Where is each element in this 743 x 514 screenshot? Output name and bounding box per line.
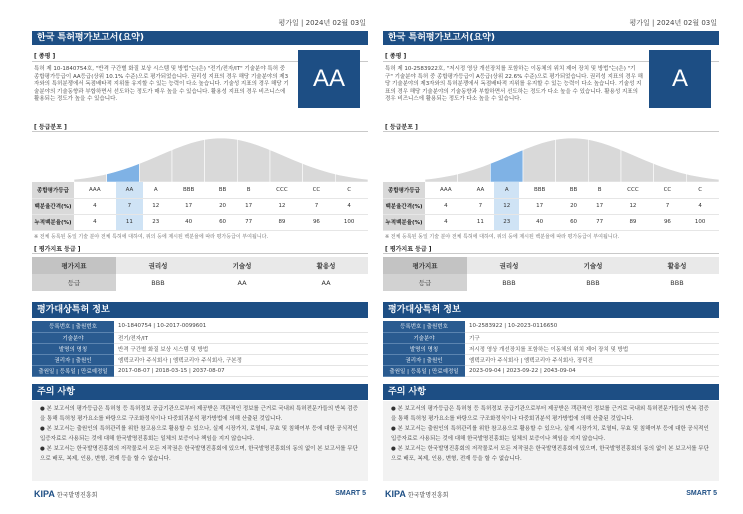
distribution-band — [139, 150, 172, 182]
row-header: 종합평가등급 — [32, 182, 74, 198]
grade-badge: AA — [298, 50, 360, 108]
info-key: 발명의 명칭 — [383, 343, 465, 354]
dist-cell: C — [681, 182, 719, 198]
patent-info-title: 평가대상특허 정보 — [383, 302, 719, 318]
share-row — [32, 198, 368, 214]
dist-cell: 4 — [681, 198, 719, 214]
index-cell: AA — [237, 278, 247, 287]
index-value-row — [383, 274, 719, 291]
dist-cell: 7 — [116, 198, 144, 214]
index-header-row — [383, 257, 719, 274]
info-key: 발명의 명칭 — [32, 343, 114, 354]
dist-cell: 17 — [587, 198, 612, 214]
caution-title: 주의 사항 — [383, 384, 719, 400]
dist-cell: 96 — [303, 214, 331, 230]
info-value: 10-2583922 | 10-2023-0116650 — [465, 321, 719, 332]
dist-cell: BBB — [519, 182, 560, 198]
dist-cell: 96 — [654, 214, 682, 230]
index-cell: AA — [321, 278, 331, 287]
info-value: 2023-09-04 | 2023-09-22 | 2043-09-04 — [465, 365, 719, 376]
info-row — [383, 354, 719, 365]
dist-cell: BB — [209, 182, 236, 198]
info-key: 권리자 | 출원인 — [32, 354, 114, 365]
cumulative-row — [32, 214, 368, 230]
dist-cell: 89 — [261, 214, 302, 230]
index-cell: BBB — [586, 278, 600, 287]
distribution-band — [74, 174, 107, 182]
dist-cell: 4 — [425, 198, 467, 214]
index-cell: 권리성 — [116, 257, 200, 274]
divider — [32, 253, 368, 254]
distribution-curve — [383, 132, 719, 182]
dist-cell: A — [494, 182, 519, 198]
dist-cell: CC — [303, 182, 331, 198]
kipa-logo: KIPA 한국발명진흥회 — [34, 489, 98, 499]
dist-cell: CCC — [612, 182, 653, 198]
info-value: 엠텍코리아 주식회사 | 엠텍코리아 주식회사, 구본정 — [114, 354, 368, 365]
grade-distribution-table — [383, 182, 719, 231]
dist-cell: B — [587, 182, 612, 198]
info-row — [383, 365, 719, 376]
distribution-band — [654, 164, 687, 183]
info-key: 출원일 | 등록일 | 만료예정일 — [32, 365, 114, 376]
index-cell: BBB — [670, 278, 684, 287]
dist-cell: 4 — [74, 198, 116, 214]
distribution-band — [303, 164, 336, 183]
caution-item: ● 본 보고서는 한국발명진흥회의 저작물로서 모든 저작권은 한국발명진흥회에 있으며, 한국발명진흥회의 동의 없이 본 보고서를 무단으로 배포, 복제, 인용, 변형, 전재 등을 할 수 없습니다. — [40, 446, 358, 462]
dist-cell: 11 — [467, 214, 495, 230]
distribution-curve — [32, 132, 368, 182]
info-key: 기술분야 — [32, 332, 114, 343]
distribution-band — [425, 174, 458, 182]
info-key: 권리자 | 출원인 — [383, 354, 465, 365]
distribution-band — [523, 140, 556, 183]
info-row — [32, 321, 368, 332]
dist-cell: AAA — [425, 182, 467, 198]
info-row — [383, 321, 719, 332]
dist-cell: 12 — [612, 198, 653, 214]
dist-cell: CCC — [261, 182, 302, 198]
dist-cell: 40 — [168, 214, 209, 230]
distribution-band — [107, 164, 140, 183]
info-key: 출원일 | 등록일 | 만료예정일 — [383, 365, 465, 376]
dist-cell: AA — [467, 182, 495, 198]
dist-cell: 89 — [612, 214, 653, 230]
distribution-band — [205, 138, 238, 182]
row-header: 백분율간격(%) — [32, 198, 74, 214]
info-key: 등록번호 | 출원번호 — [32, 321, 114, 332]
index-cell: 기술성 — [200, 257, 284, 274]
index-cell: 등급 — [32, 274, 116, 291]
grade-badge: A — [649, 50, 711, 108]
index-grade-label: [ 평가지표 등급 ] — [385, 246, 432, 253]
info-value: 저시정 영상 개선장치를 포함하는 이동체의 위치 제어 장치 및 방법 — [465, 343, 719, 354]
dist-cell: 60 — [209, 214, 236, 230]
grade-distribution-label: [ 등급분포 ] — [385, 124, 418, 131]
dist-cell: BBB — [168, 182, 209, 198]
dist-cell: B — [236, 182, 261, 198]
dist-cell: 17 — [236, 198, 261, 214]
info-key: 등록번호 | 출원번호 — [383, 321, 465, 332]
grade-row — [32, 182, 368, 198]
dist-cell: 4 — [425, 214, 467, 230]
index-cell: 기술성 — [551, 257, 635, 274]
info-key: 기술분야 — [383, 332, 465, 343]
info-row — [32, 365, 368, 376]
smart5-logo: SMART 5 — [335, 490, 366, 497]
summary-text: 특허 제 10-2583922호, "저시정 영상 개선장치를 포함하는 이동체의 위치 제어 장치 및 방법"는(은) "기구" 기술분야 특허 중 종합평가등급이 A등급(상위 22.6% 수준)으로 평가되었습니다. 권리성 지표의 경우 해당 기술분야의 제3자와의 특허분쟁에서 독점배타적 지위를 유지할 수 있는 능력이 다소 높습니다. 기술성 지표의 경우 해당 기술분야의 기술동향과 부합하면서 선도하는 정도가 다소 높을 수 있습니다. 활용성 지표의 경우 비즈니스에 활용되는 정도가 다소 높을 수 있습니다. — [385, 66, 643, 103]
distribution-band — [686, 174, 719, 182]
row-header: 누적백분율(%) — [32, 214, 74, 230]
index-cell: 평가지표 — [32, 257, 116, 274]
info-value: 10-1840754 | 10-2017-0099601 — [114, 321, 368, 332]
summary-text: 특허 제 10-1840754호, "반격 구간별 화질 보상 시스템 및 방법"는(은) "전기/전자/IT" 기술분야 특허 중 종합평가등급이 AA등급(상위 10.1% 수준)으로 평가되었습니다. 권리성 지표의 경우 해당 기술분야의 제3자와의 특허분쟁에서 독점배타적 지위를 유지할 수 있는 능력이 다소 높습니다. 기술성 지표의 경우 해당 기술분야의 기술동향과 부합하면서 선도하는 정도가 매우 높을 수 있습니다. 활용성 지표의 경우 비즈니스에 활용되는 정도가 높을 수 있습니다. — [34, 66, 289, 103]
index-cell: 활용성 — [635, 257, 719, 274]
dist-cell: 12 — [261, 198, 302, 214]
dist-cell: 20 — [209, 198, 236, 214]
evaluation-date: 평가일 | 2024년 02월 03일 — [278, 19, 366, 27]
distribution-note: ※ 전체 등록된 동일 기술 분야 전체 특허에 대하여, 위의 등에 제시된 백분율에 따라 평가등급이 부여됩니다. — [34, 234, 269, 240]
dist-cell: 77 — [587, 214, 612, 230]
dist-cell: A — [143, 182, 168, 198]
distribution-band — [588, 140, 621, 183]
dist-cell: 17 — [519, 198, 560, 214]
info-value: 기구 — [465, 332, 719, 343]
caution-item: ● 본 보고서는 출원인의 특허관리를 위한 참고용으로 활용할 수 있으나, 실제 시장가치, 로열티, 무효 및 침해여부 등에 대한 공식적인 입증자료로 사용되는 것에 대해 한국발명진흥회는 일체의 보증이나 책임을 지지 않습니다. — [391, 426, 709, 442]
grade-row — [383, 182, 719, 198]
row-header: 종합평가등급 — [383, 182, 425, 198]
kipa-logo: KIPA 한국발명진흥회 — [385, 489, 449, 499]
index-cell: BBB — [151, 278, 165, 287]
index-grade-table — [383, 257, 719, 291]
dist-cell: 100 — [330, 214, 368, 230]
row-header: 누적백분율(%) — [383, 214, 425, 230]
dist-cell: CC — [654, 182, 682, 198]
dist-cell: 4 — [74, 214, 116, 230]
summary-label: [ 종평 ] — [385, 53, 407, 60]
caution-item: ● 본 보고서의 평가등급은 특허청 등 특허정보 공급기관으로부터 제공받은 객관적인 정보를 근거로 국내외 특허전문가들의 반복 검증을 통해 특허청 평가요소를 바탕으로 구조화정식이나 다중회귀분석 평가방법에 의해 산출된 것입니다. — [391, 406, 709, 422]
caution-title: 주의 사항 — [32, 384, 368, 400]
distribution-band — [556, 138, 589, 182]
index-cell: 등급 — [383, 274, 467, 291]
index-grade-label: [ 평가지표 등급 ] — [34, 246, 81, 253]
dist-cell: AAA — [74, 182, 116, 198]
evaluation-date: 평가일 | 2024년 02월 03일 — [629, 19, 717, 27]
report-page — [32, 0, 368, 514]
info-value: 엠텍코리아 주식회사 | 엠텍코리아 주식회사, 장덕진 — [465, 354, 719, 365]
summary-label: [ 종평 ] — [34, 53, 56, 60]
caution-item: ● 본 보고서의 평가등급은 특허청 등 특허정보 공급기관으로부터 제공받은 객관적인 정보를 근거로 국내외 특허전문가들의 반복 검증을 통해 특허청 평가요소를 바탕으로 구조화정식이나 다중회귀분석 평가방법에 의해 산출된 것입니다. — [40, 406, 358, 422]
info-row — [32, 332, 368, 343]
dist-cell: 23 — [143, 214, 168, 230]
distribution-band — [237, 140, 270, 183]
dist-cell: AA — [116, 182, 144, 198]
info-value: 반격 구간별 화질 보상 시스템 및 방법 — [114, 343, 368, 354]
distribution-band — [270, 150, 303, 182]
info-row — [32, 354, 368, 365]
cumulative-row — [383, 214, 719, 230]
dist-cell: 17 — [168, 198, 209, 214]
grade-distribution-table — [32, 182, 368, 231]
info-value: 전기/전자/IT — [114, 332, 368, 343]
dist-cell: 77 — [236, 214, 261, 230]
dist-cell: BB — [560, 182, 587, 198]
share-row — [383, 198, 719, 214]
dist-cell: 12 — [143, 198, 168, 214]
dist-cell: 60 — [560, 214, 587, 230]
divider — [383, 253, 719, 254]
patent-info-title: 평가대상특허 정보 — [32, 302, 368, 318]
dist-cell: 20 — [560, 198, 587, 214]
dist-cell: 4 — [330, 198, 368, 214]
distribution-band — [172, 140, 205, 183]
caution-item: ● 본 보고서는 한국발명진흥회의 저작물로서 모든 저작권은 한국발명진흥회에 있으며, 한국발명진흥회의 동의 없이 본 보고서를 무단으로 배포, 복제, 인용, 변형, 전재 등을 할 수 없습니다. — [391, 446, 709, 462]
dist-cell: 12 — [494, 198, 519, 214]
distribution-note: ※ 전체 등록된 동일 기술 분야 전체 특허에 대하여, 위의 등에 제시된 백분율에 따라 평가등급이 부여됩니다. — [385, 234, 620, 240]
report-title: 한국 특허평가보고서(요약) — [383, 31, 719, 45]
dist-cell: 7 — [467, 198, 495, 214]
info-row — [383, 343, 719, 354]
distribution-band — [335, 174, 368, 182]
caution-box — [32, 401, 368, 481]
distribution-band — [621, 150, 654, 182]
index-header-row — [32, 257, 368, 274]
index-cell: 평가지표 — [383, 257, 467, 274]
report-title: 한국 특허평가보고서(요약) — [32, 31, 368, 45]
dist-cell: C — [330, 182, 368, 198]
distribution-band — [490, 150, 523, 182]
row-header: 백분율간격(%) — [383, 198, 425, 214]
info-value: 2017-08-07 | 2018-03-15 | 2037-08-07 — [114, 365, 368, 376]
report-page — [383, 0, 719, 514]
smart5-logo: SMART 5 — [686, 490, 717, 497]
dist-cell: 100 — [681, 214, 719, 230]
caution-box — [383, 401, 719, 481]
dist-cell: 11 — [116, 214, 144, 230]
dist-cell: 23 — [494, 214, 519, 230]
distribution-band — [458, 164, 491, 183]
info-row — [383, 332, 719, 343]
dist-cell: 7 — [654, 198, 682, 214]
grade-distribution-label: [ 등급분포 ] — [34, 124, 67, 131]
patent-info-table — [32, 321, 368, 377]
index-cell: 활용성 — [284, 257, 368, 274]
index-cell: 권리성 — [467, 257, 551, 274]
index-grade-table — [32, 257, 368, 291]
index-cell: BBB — [502, 278, 516, 287]
info-row — [32, 343, 368, 354]
dist-cell: 7 — [303, 198, 331, 214]
dist-cell: 40 — [519, 214, 560, 230]
index-value-row — [32, 274, 368, 291]
caution-item: ● 본 보고서는 출원인의 특허관리를 위한 참고용으로 활용할 수 있으나, 실제 시장가치, 로열티, 무효 및 침해여부 등에 대한 공식적인 입증자료로 사용되는 것에 대해 한국발명진흥회는 일체의 보증이나 책임을 지지 않습니다. — [40, 426, 358, 442]
patent-info-table — [383, 321, 719, 377]
